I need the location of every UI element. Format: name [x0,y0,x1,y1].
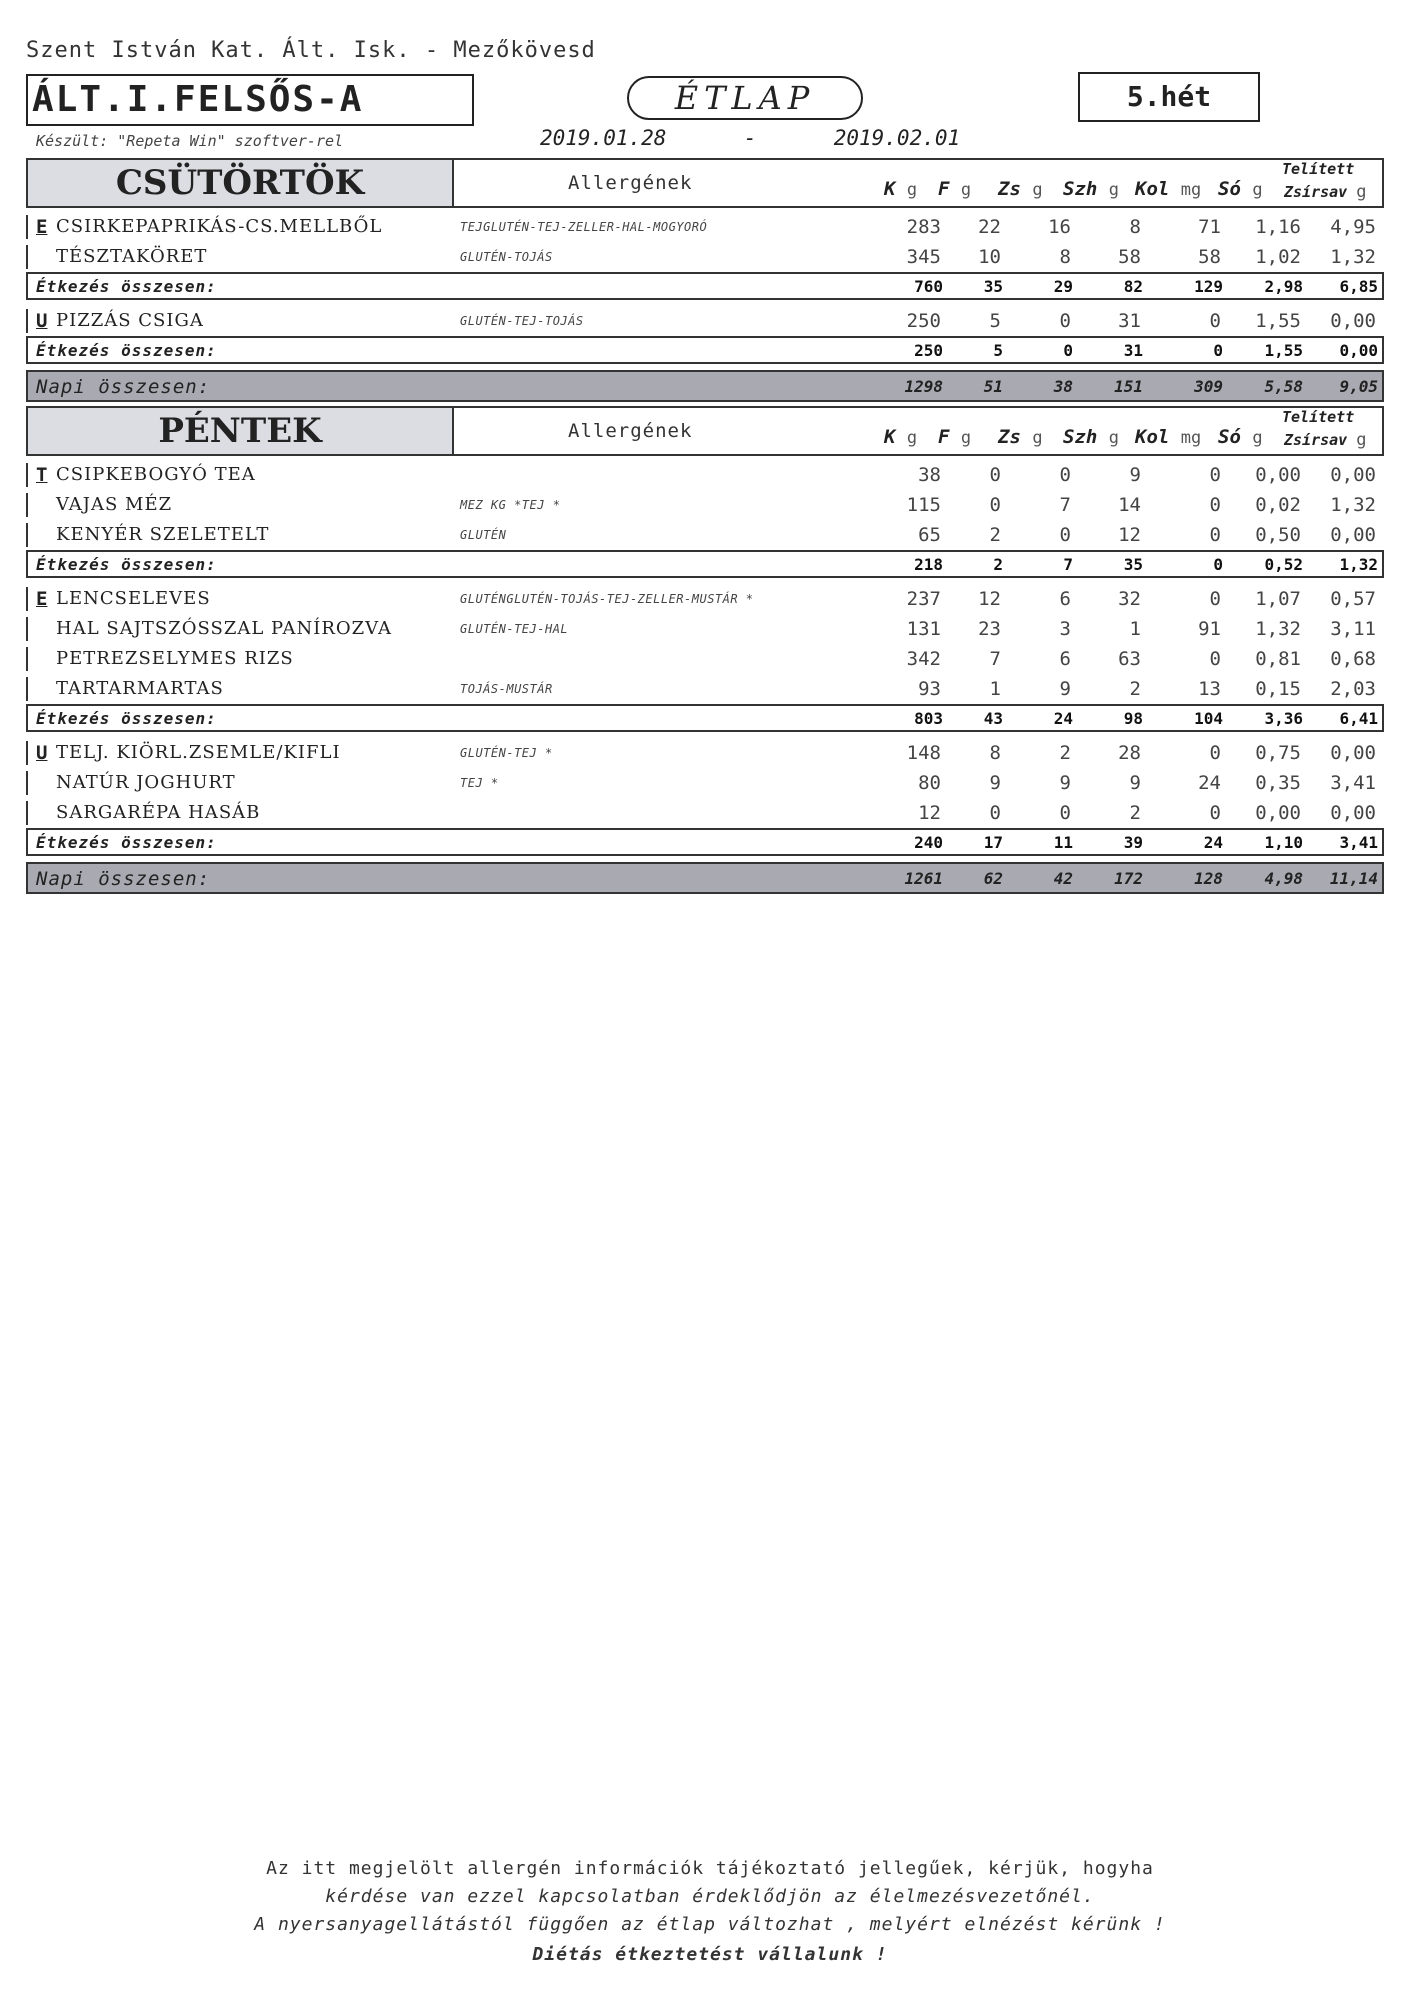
menu-item-row [26,738,1384,768]
menu-item-row [26,584,1384,614]
row-bar [26,741,28,765]
dish-name: PETREZSELYMES RIZS [56,648,294,669]
menu-item-row [26,768,1384,798]
value-zs: 0 [1059,524,1071,546]
value-k: 80 [918,772,941,794]
value-szh: 151 [1114,377,1143,396]
value-zsirsav: 0,57 [1330,588,1376,610]
dish-name: HAL SAJTSZÓSSZAL PANÍROZVA [56,618,392,639]
dish-name: TARTARMARTAS [56,678,224,699]
column-label: F [938,426,950,448]
dish-name: CSIPKEBOGYÓ TEA [56,464,256,485]
row-bar [26,493,28,517]
value-kol: 104 [1194,709,1223,728]
value-so: 2,98 [1264,277,1303,296]
value-so: 4,98 [1264,869,1303,888]
menu-item-row [26,460,1384,490]
column-unit: g [1252,428,1263,448]
value-f: 10 [978,246,1001,268]
dish-allergens: GLUTÉNGLUTÉN-TOJÁS-TEJ-ZELLER-MUSTÁR * [460,592,754,606]
column-unit: g [906,180,918,200]
value-zs: 9 [1059,772,1071,794]
value-zsirsav: 0,00 [1339,341,1378,360]
value-zsirsav: 0,00 [1330,524,1376,546]
column-unit: g [906,428,918,448]
value-kol: 24 [1203,833,1223,852]
value-zsirsav: 0,00 [1330,464,1376,486]
value-zs: 0 [1063,341,1073,360]
column-unit: g [1252,180,1263,200]
value-f: 17 [983,833,1003,852]
value-szh: 2 [1129,802,1141,824]
value-kol: 71 [1198,216,1221,238]
column-header-k [884,178,917,200]
value-f: 1 [989,678,1001,700]
value-kol: 0 [1209,802,1221,824]
column-header-zs [998,178,1043,200]
allergens-header: Allergének [568,420,693,442]
value-zs: 7 [1063,555,1073,574]
value-f: 7 [989,648,1001,670]
value-zs: 24 [1053,709,1073,728]
dish-allergens: TEJ * [460,776,499,790]
value-kol: 24 [1198,772,1221,794]
value-f: 22 [978,216,1001,238]
value-zs: 6 [1059,588,1071,610]
value-kol: 91 [1198,618,1221,640]
dish-name: LENCSELEVES [56,588,211,609]
column-label: Zsírsav [1284,183,1348,201]
daily-total-label: Napi összesen: [36,376,211,398]
value-k: 250 [914,341,943,360]
value-kol: 13 [1198,678,1221,700]
menu-item-row [26,798,1384,828]
value-zs: 3 [1059,618,1071,640]
value-kol: 309 [1194,377,1223,396]
value-zsirsav: 3,41 [1330,772,1376,794]
column-label: Kol [1135,178,1170,200]
row-bar [26,309,28,333]
allergens-header: Allergének [568,172,693,194]
value-szh: 58 [1118,246,1141,268]
value-k: 93 [918,678,941,700]
value-szh: 1 [1129,618,1141,640]
column-unit: mg [1180,180,1202,200]
value-k: 250 [906,310,941,332]
meal-subtotal-row [26,272,1384,300]
value-szh: 32 [1118,588,1141,610]
value-k: 131 [906,618,941,640]
day-name: CSÜTÖRTÖK [115,163,365,203]
value-zsirsav: 3,41 [1339,833,1378,852]
value-k: 38 [918,464,941,486]
value-zs: 0 [1059,802,1071,824]
value-zsirsav: 1,32 [1330,246,1376,268]
column-header-kol [1135,178,1201,200]
dish-allergens: MEZ KG *TEJ * [460,498,561,512]
value-so: 0,81 [1255,648,1301,670]
value-szh: 9 [1129,464,1141,486]
value-k: 218 [914,555,943,574]
menu-item-row [26,490,1384,520]
value-f: 0 [989,494,1001,516]
column-unit: g [1108,180,1120,200]
column-header-f [938,178,971,200]
value-zsirsav: 9,05 [1339,377,1378,396]
value-k: 65 [918,524,941,546]
column-label: Zs [998,178,1021,200]
value-szh: 14 [1118,494,1141,516]
value-so: 1,55 [1264,341,1303,360]
value-kol: 58 [1198,246,1221,268]
value-zs: 16 [1048,216,1071,238]
dish-name: NATÚR JOGHURT [56,772,236,793]
meal-subtotal-row [26,336,1384,364]
value-f: 9 [989,772,1001,794]
value-so: 0,35 [1255,772,1301,794]
menu-item-row [26,242,1384,272]
column-unit: g [1356,182,1367,202]
value-zsirsav: 6,85 [1339,277,1378,296]
dish-name: TÉSZTAKÖRET [56,246,208,267]
column-label: Zs [998,426,1021,448]
value-kol: 0 [1209,648,1221,670]
dish-name: PIZZÁS CSIGA [56,310,204,331]
value-zsirsav: 1,32 [1339,555,1378,574]
value-f: 5 [989,310,1001,332]
column-label: K [884,426,896,448]
value-f: 35 [983,277,1003,296]
row-bar [26,801,28,825]
meal-subtotal-label: Étkezés összesen: [36,341,217,360]
meal-letter: T [36,464,48,486]
footer-line-1: Az itt megjelölt allergén információk tájékoztató jellegűek, kérjük, hogyha [266,1858,1154,1879]
column-header-kol [1135,426,1201,448]
unit-name: ÁLT.I.FELSŐS-A [32,79,364,120]
value-zsirsav: 3,11 [1330,618,1376,640]
value-so: 0,52 [1264,555,1303,574]
menu-item-row [26,674,1384,704]
value-f: 8 [989,742,1001,764]
value-f: 0 [989,802,1001,824]
value-kol: 0 [1213,555,1223,574]
daily-total-label: Napi összesen: [36,868,211,890]
menu-item-row [26,212,1384,242]
value-zsirsav: 11,14 [1329,869,1378,888]
meal-subtotal-label: Étkezés összesen: [36,709,217,728]
value-k: 760 [914,277,943,296]
daily-total-row [26,370,1384,402]
menu-item-row [26,306,1384,336]
value-zs: 7 [1059,494,1071,516]
value-k: 115 [906,494,941,516]
row-bar [26,463,28,487]
value-so: 0,02 [1255,494,1301,516]
row-bar [26,617,28,641]
menu-item-row [26,644,1384,674]
value-f: 5 [993,341,1003,360]
value-k: 1261 [904,869,943,888]
meal-subtotal-row [26,828,1384,856]
column-header-szh [1063,426,1119,448]
value-f: 51 [983,377,1003,396]
column-header-f [938,426,971,448]
footer-line-2: kérdése van ezzel kapcsolatban érdeklődjön az élelmezésvezetőnél. [325,1886,1095,1907]
column-unit: g [960,428,972,448]
dish-allergens: TOJÁS-MUSTÁR [460,682,553,696]
value-so: 0,15 [1255,678,1301,700]
value-szh: 82 [1123,277,1143,296]
row-bar [26,677,28,701]
row-bar [26,587,28,611]
value-kol: 0 [1213,341,1223,360]
value-zs: 11 [1053,833,1073,852]
column-header-zs [998,426,1043,448]
value-zsirsav: 0,00 [1330,310,1376,332]
column-label: Zsírsav [1284,431,1348,449]
value-zs: 29 [1053,277,1073,296]
saturated-header: Telített [1282,408,1355,426]
value-so: 0,00 [1255,802,1301,824]
value-k: 345 [906,246,941,268]
value-k: 240 [914,833,943,852]
meal-letter: U [36,742,48,764]
row-bar [26,771,28,795]
date-range [540,126,960,150]
value-kol: 0 [1209,742,1221,764]
footer-line-4: Diétás étkeztetést vállalunk ! [532,1944,888,1965]
footer-line-3: A nyersanyagellátástól függően az étlap változhat , melyért elnézést kérünk ! [254,1914,1166,1935]
value-zs: 9 [1059,678,1071,700]
value-zs: 0 [1059,464,1071,486]
value-zsirsav: 0,00 [1330,742,1376,764]
dish-name: TELJ. KIÖRL.ZSEMLE/KIFLI [56,742,341,763]
value-szh: 39 [1123,833,1143,852]
value-zsirsav: 2,03 [1330,678,1376,700]
value-szh: 172 [1114,869,1143,888]
value-k: 12 [918,802,941,824]
dish-allergens: GLUTÉN-TEJ-TOJÁS [460,314,584,328]
meal-subtotal-label: Étkezés összesen: [36,833,217,852]
school-name: Szent István Kat. Ált. Isk. - Mezőkövesd [26,38,596,63]
column-label: F [938,178,950,200]
menu-item-row [26,614,1384,644]
date-to: 2019.02.01 [833,126,961,150]
value-k: 283 [906,216,941,238]
value-f: 2 [993,555,1003,574]
value-zs: 42 [1053,869,1073,888]
value-zsirsav: 1,32 [1330,494,1376,516]
value-f: 2 [989,524,1001,546]
value-so: 0,50 [1255,524,1301,546]
column-label: Kol [1135,426,1170,448]
value-szh: 8 [1129,216,1141,238]
value-k: 803 [914,709,943,728]
row-bar [26,245,28,269]
dish-allergens: GLUTÉN-TOJÁS [460,250,553,264]
value-szh: 31 [1118,310,1141,332]
software-note: Készült: "Repeta Win" szoftver-rel [36,132,344,150]
value-szh: 2 [1129,678,1141,700]
column-unit: g [960,180,972,200]
value-kol: 0 [1209,464,1221,486]
value-k: 342 [906,648,941,670]
column-header-zsirsav [1284,430,1367,450]
value-szh: 31 [1123,341,1143,360]
value-so: 5,58 [1264,377,1303,396]
column-label: K [884,178,896,200]
column-unit: g [1108,428,1120,448]
value-so: 1,32 [1255,618,1301,640]
column-header-so [1218,426,1263,448]
column-header-szh [1063,178,1119,200]
value-szh: 63 [1118,648,1141,670]
column-unit: g [1032,180,1043,200]
value-so: 1,10 [1264,833,1303,852]
value-szh: 28 [1118,742,1141,764]
value-kol: 0 [1209,588,1221,610]
value-f: 0 [989,464,1001,486]
row-bar [26,215,28,239]
value-zs: 38 [1053,377,1073,396]
value-szh: 98 [1123,709,1143,728]
value-so: 0,75 [1255,742,1301,764]
value-zsirsav: 0,68 [1330,648,1376,670]
value-zs: 2 [1059,742,1071,764]
meal-subtotal-row [26,550,1384,578]
dish-allergens: GLUTÉN [460,528,507,542]
day-name: PÉNTEK [158,411,322,451]
meal-letter: U [36,310,48,332]
dish-name: KENYÉR SZELETELT [56,524,270,545]
column-label: Só [1218,178,1241,200]
saturated-header: Telített [1282,160,1355,178]
meal-subtotal-label: Étkezés összesen: [36,555,217,574]
column-label: Só [1218,426,1241,448]
value-f: 23 [978,618,1001,640]
value-szh: 9 [1129,772,1141,794]
value-k: 148 [906,742,941,764]
dish-name: CSIRKEPAPRIKÁS-CS.MELLBŐL [56,216,383,237]
row-bar [26,523,28,547]
value-f: 62 [983,869,1003,888]
column-unit: g [1032,428,1043,448]
menu-item-row [26,520,1384,550]
value-so: 1,16 [1255,216,1301,238]
value-f: 12 [978,588,1001,610]
column-unit: mg [1180,428,1202,448]
dish-name: SARGARÉPA HASÁB [56,802,261,823]
meal-letter: E [36,588,48,610]
value-zs: 0 [1059,310,1071,332]
dish-allergens: GLUTÉN-TEJ-HAL [460,622,569,636]
value-k: 237 [906,588,941,610]
value-so: 1,55 [1255,310,1301,332]
column-header-zsirsav [1284,182,1367,202]
date-from: 2019.01.28 [540,126,667,150]
meal-subtotal-label: Étkezés összesen: [36,277,217,296]
dish-allergens: GLUTÉN-TEJ * [460,746,553,760]
value-kol: 0 [1209,524,1221,546]
meal-subtotal-row [26,704,1384,732]
column-unit: g [1356,430,1367,450]
value-zsirsav: 4,95 [1330,216,1376,238]
value-so: 0,00 [1255,464,1301,486]
meal-letter: E [36,216,48,238]
column-header-so [1218,178,1263,200]
value-szh: 35 [1123,555,1143,574]
column-label: Szh [1063,178,1098,200]
value-zsirsav: 6,41 [1339,709,1378,728]
value-szh: 12 [1118,524,1141,546]
row-bar [26,647,28,671]
value-zs: 8 [1059,246,1071,268]
value-zsirsav: 0,00 [1330,802,1376,824]
week-label: 5.hét [1126,80,1212,113]
value-kol: 0 [1209,494,1221,516]
dish-allergens: TEJGLUTÉN-TEJ-ZELLER-HAL-MOGYORÓ [460,220,708,234]
value-kol: 0 [1209,310,1221,332]
column-header-k [884,426,917,448]
value-kol: 128 [1194,869,1223,888]
value-k: 1298 [904,377,943,396]
value-kol: 129 [1194,277,1223,296]
menu-title: ÉTLAP [674,79,816,117]
value-f: 43 [983,709,1003,728]
column-label: Szh [1063,426,1098,448]
value-zs: 6 [1059,648,1071,670]
value-so: 1,07 [1255,588,1301,610]
daily-total-row [26,862,1384,894]
date-separator: - [743,126,757,150]
value-so: 1,02 [1255,246,1301,268]
dish-name: VAJAS MÉZ [56,494,173,515]
value-so: 3,36 [1264,709,1303,728]
